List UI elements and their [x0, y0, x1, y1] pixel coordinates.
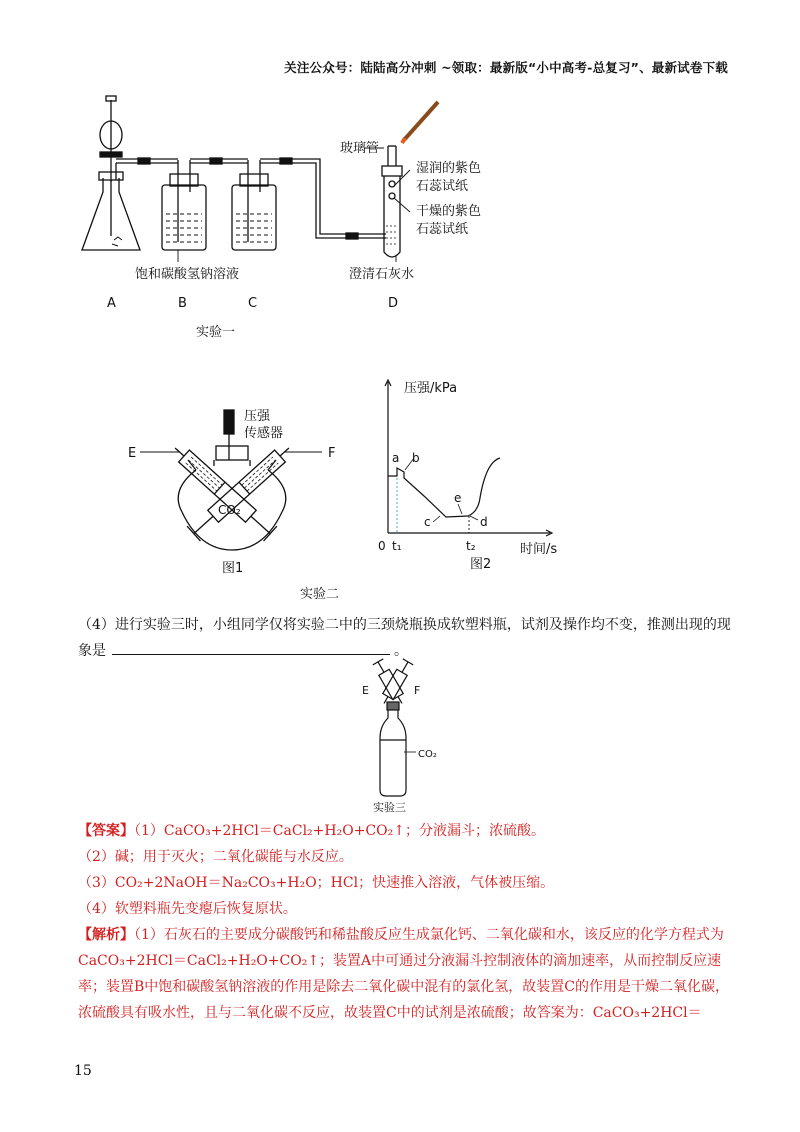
label-a: A: [107, 296, 116, 311]
question-4-end: 。: [394, 643, 408, 659]
caption-experiment-1: 实验一: [196, 325, 236, 340]
graph-point-a: a: [392, 451, 400, 465]
label-dry-litmus-2: 石蕊试纸: [416, 222, 469, 237]
question-4-text: （4）进行实验三时，小组同学仅将实验二中的三颈烧瓶换成软塑料瓶，试剂及操作均不变，推测出现的现象是: [78, 617, 731, 659]
graph-t2: t₂: [466, 539, 476, 553]
caption-experiment-2: 实验二: [300, 587, 340, 602]
graph-origin: 0: [378, 539, 386, 553]
graph-point-c: c: [424, 515, 431, 529]
answer-line-2: （2）碱；用于灭火；二氧化碳能与水反应。: [78, 849, 353, 865]
label-e: E: [128, 446, 137, 461]
exp3-label-e: E: [362, 684, 369, 697]
label-nahco3: 饱和碳酸氢钠溶液: [135, 267, 240, 282]
label-dry-litmus: 干燥的紫色: [416, 204, 482, 219]
analysis-tag: 【解析】: [78, 927, 134, 943]
exp3-label-co2: CO₂: [418, 749, 437, 760]
page-number: 15: [74, 1063, 92, 1079]
answer-tag: 【答案】: [78, 823, 134, 839]
graph-point-b: b: [412, 451, 420, 465]
answer-1: （1）CaCO₃+2HCl＝CaCl₂+H₂O+CO₂↑；分液漏斗；浓硫酸。: [134, 823, 545, 839]
analysis-text: （1）石灰石的主要成分碳酸钙和稀盐酸反应生成氯化钙、二氧化碳和水，该反应的化学方程式为CaCO₃+2HCl＝CaCl₂+H₂O+CO₂↑；装置A中可通过分液漏斗控制液体的滴加速率，从而控制反应速率；装置B中饱和碳酸氢钠溶液的作用是除去二氧化碳中混有的氯化氢，故装置C的作用是干燥二氧化碳，浓硫酸具有吸水性，且与二氧化碳不反应，故装置C中的试剂是浓硫酸；故答案为：CaCO₃+2HCl＝: [78, 927, 729, 1021]
graph-point-e: e: [454, 491, 462, 505]
graph-ylabel: 压强/kPa: [404, 381, 458, 396]
graph-t1: t₁: [392, 539, 402, 553]
label-glass-tube: 玻璃管: [340, 141, 380, 156]
label-pressure-sensor-2: 传感器: [244, 426, 284, 441]
label-pressure-sensor: 压强: [244, 409, 271, 424]
answer-line-1: [78, 818, 738, 844]
answer-line-3: （3）CO₂+2NaOH＝Na₂CO₃+H₂O；HCl；快速推入溶液，气体被压缩。: [78, 875, 555, 891]
label-wet-litmus-2: 石蕊试纸: [416, 179, 469, 194]
answer-line-4: （4）软塑料瓶先变瘪后恢复原状。: [78, 901, 297, 917]
graph-point-d: d: [480, 515, 488, 529]
label-co2: CO₂: [218, 503, 241, 517]
label-d: D: [388, 296, 399, 311]
label-f: F: [328, 446, 336, 461]
exp3-label-f: F: [414, 684, 421, 697]
page-header: 关注公众号：陆陆高分冲刺 ~领取：最新版“小中高考-总复习”、最新试卷下载: [284, 60, 728, 75]
caption-experiment-3: 实验三: [373, 801, 406, 814]
label-b: B: [178, 296, 187, 311]
graph-xlabel: 时间/s: [520, 542, 558, 557]
label-wet-litmus: 湿润的紫色: [416, 161, 482, 176]
caption-fig2: 图2: [470, 557, 492, 572]
caption-fig1: 图1: [222, 561, 244, 576]
analysis: [78, 922, 738, 1026]
label-limewater: 澄清石灰水: [349, 267, 415, 282]
label-c: C: [248, 296, 258, 311]
